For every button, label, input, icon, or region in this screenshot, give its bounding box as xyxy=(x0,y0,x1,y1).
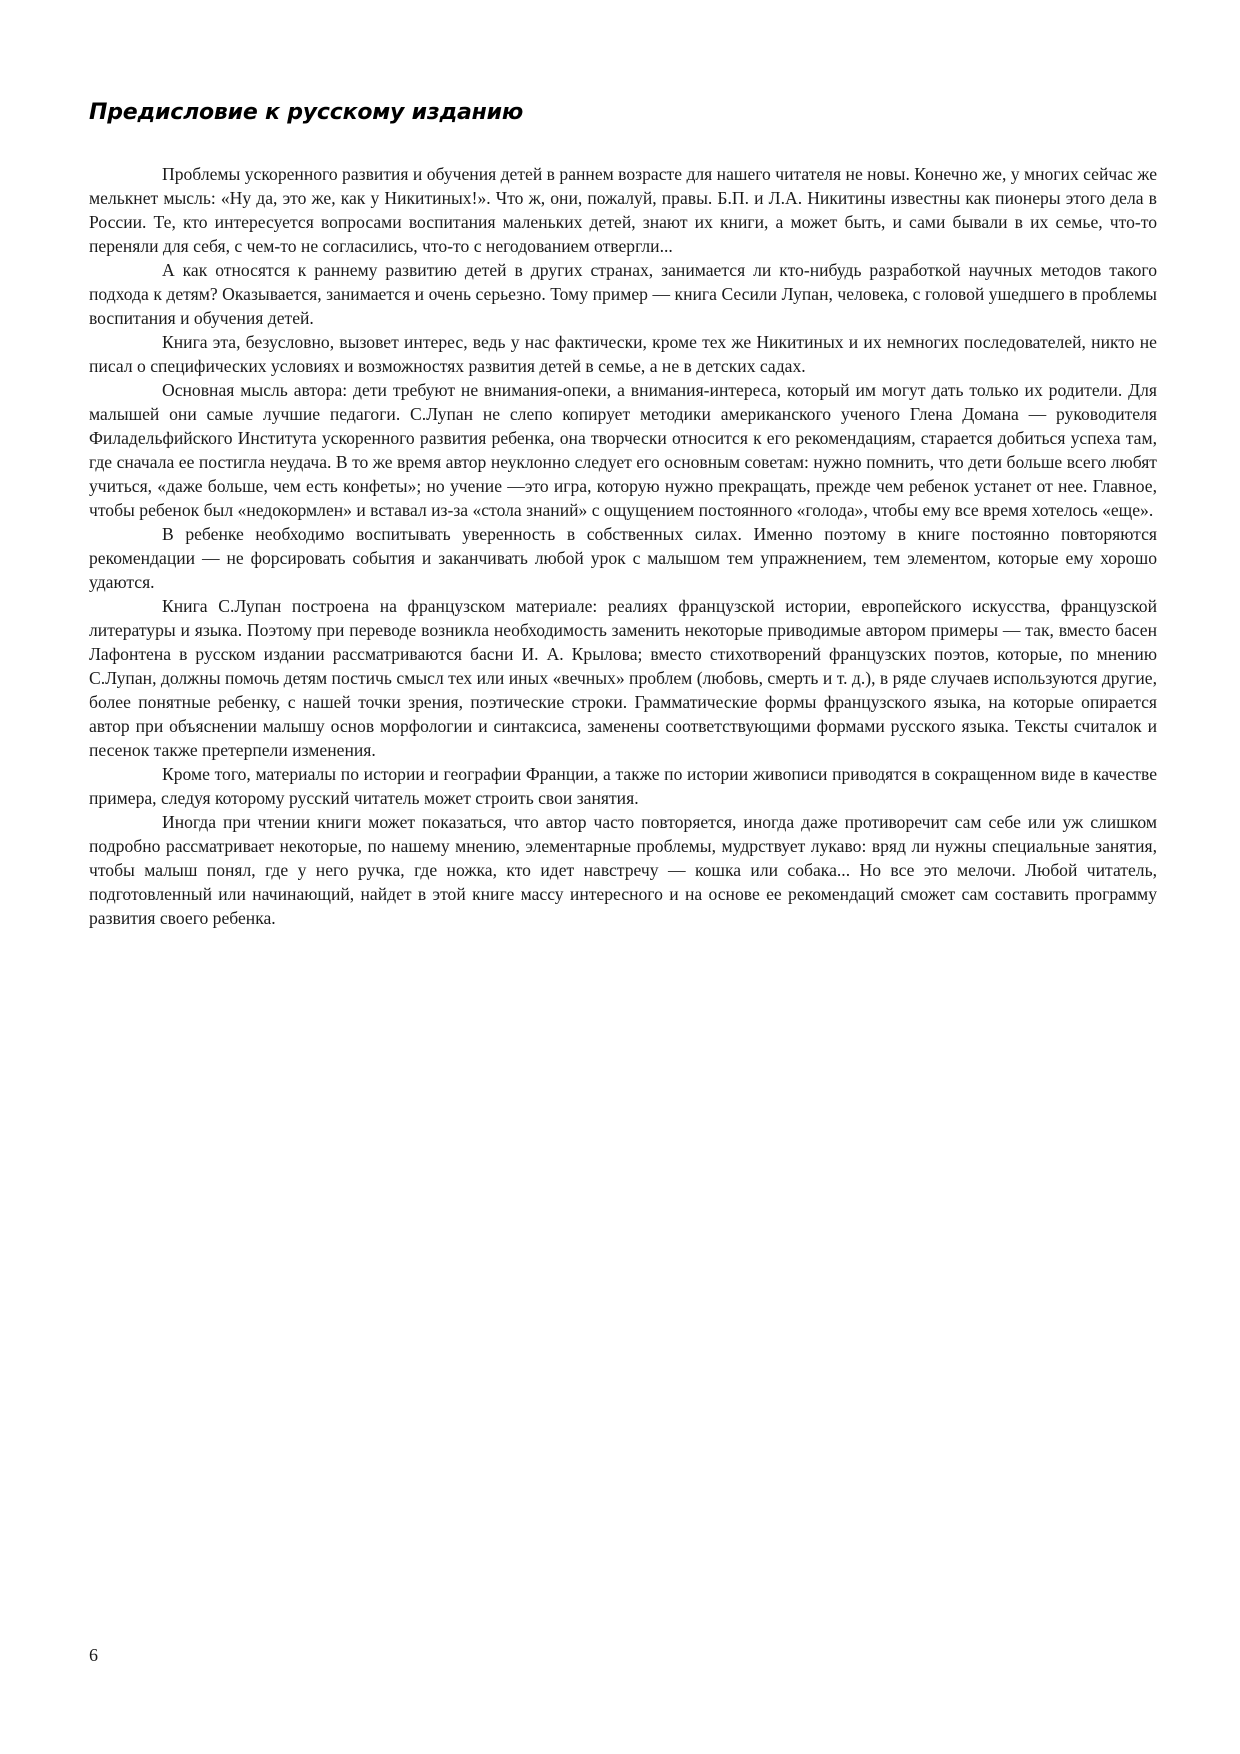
paragraph-5: В ребенке необходимо воспитывать уверенность в собственных силах. Именно поэтому в книге постоянно повторяются рекомендации — не форсировать события и заканчивать любой урок с малышом тем упражнением, тем элементом, которые ему хорошо удаются. xyxy=(89,524,1157,592)
paragraph-2: А как относятся к раннему развитию детей в других странах, занимается ли кто-нибудь разработкой научных методов такого подхода к детям? Оказывается, занимается и очень серьезно. Тому пример — книга Сесили Лупан, человека, с головой ушедшего в проблемы воспитания и обучения детей. xyxy=(89,260,1157,328)
paragraph-3: Книга эта, безусловно, вызовет интерес, ведь у нас фактически, кроме тех же Никитиных и их немногих последователей, никто не писал о специфических условиях и возможностях развития детей в семье, а не в детских садах. xyxy=(89,332,1157,376)
section-heading: Предисловие к русскому изданию xyxy=(89,100,524,125)
paragraph-4: Основная мысль автора: дети требуют не внимания-опеки, а внимания-интереса, который им могут дать только их родители. Для малышей они самые лучшие педагоги. С.Лупан не слепо копирует методики американского ученого Глена Домана — руководителя Филадельфийского Института ускоренного развития ребенка, она творчески относится к его рекомендациям, старается добиться успеха там, где сначала ее постигла неудача. В то же время автор неуклонно следует его основным советам: нужно помнить, что дети больше всего любят учиться, «даже больше, чем есть конфеты»; но учение —это игра, которую нужно прекращать, прежде чем ребенок устанет от нее. Главное, чтобы ребенок был «недокормлен» и вставал из-за «стола знаний» с ощущением постоянного «голода», чтобы ему все время хотелось «еще». xyxy=(89,380,1157,520)
paragraph-8: Иногда при чтении книги может показаться, что автор часто повторяется, иногда даже противоречит сам себе или уж слишком подробно рассматривает некоторые, по нашему мнению, элементарные проблемы, мудрствует лукаво: вряд ли нужны специальные занятия, чтобы малыш понял, где у него ручка, где ножка, кто идет навстречу — кошка или собака... Но все это мелочи. Любой читатель, подготовленный или начинающий, найдет в этой книге массу интересного и на основе ее рекомендаций сможет сам составить программу развития своего ребенка. xyxy=(89,812,1157,928)
page-number: 6 xyxy=(89,1645,98,1665)
body-text xyxy=(89,162,1157,930)
paragraph-7: Кроме того, материалы по истории и географии Франции, а также по истории живописи приводятся в сокращенном виде в качестве примера, следуя которому русский читатель может строить свои занятия. xyxy=(89,764,1157,808)
paragraph-1: Проблемы ускоренного развития и обучения детей в раннем возрасте для нашего читателя не новы. Конечно же, у многих сейчас же мелькнет мысль: «Ну да, это же, как у Никитиных!». Что ж, они, пожалуй, правы. Б.П. и Л.А. Никитины известны как пионеры этого дела в России. Те, кто интересуется вопросами воспитания маленьких детей, знают их книги, а может быть, и сами бывали в их семье, что-то переняли для себя, с чем-то не согласились, что-то с негодованием отвергли... xyxy=(89,164,1157,256)
paragraph-6: Книга С.Лупан построена на французском материале: реалиях французской истории, европейского искусства, французской литературы и языка. Поэтому при переводе возникла необходимость заменить некоторые приводимые автором примеры — так, вместо басен Лафонтена в русском издании рассматриваются басни И. А. Крылова; вместо стихотворений французских поэтов, которые, по мнению С.Лупан, должны помочь детям постичь смысл тех или иных «вечных» проблем (любовь, смерть и т. д.), в ряде случаев используются другие, более понятные ребенку, с нашей точки зрения, поэтические строки. Грамматические формы французского языка, на которые опирается автор при объяснении малышу основ морфологии и синтаксиса, заменены соответствующими формами русского языка. Тексты считалок и песенок также претерпели изменения. xyxy=(89,596,1157,760)
